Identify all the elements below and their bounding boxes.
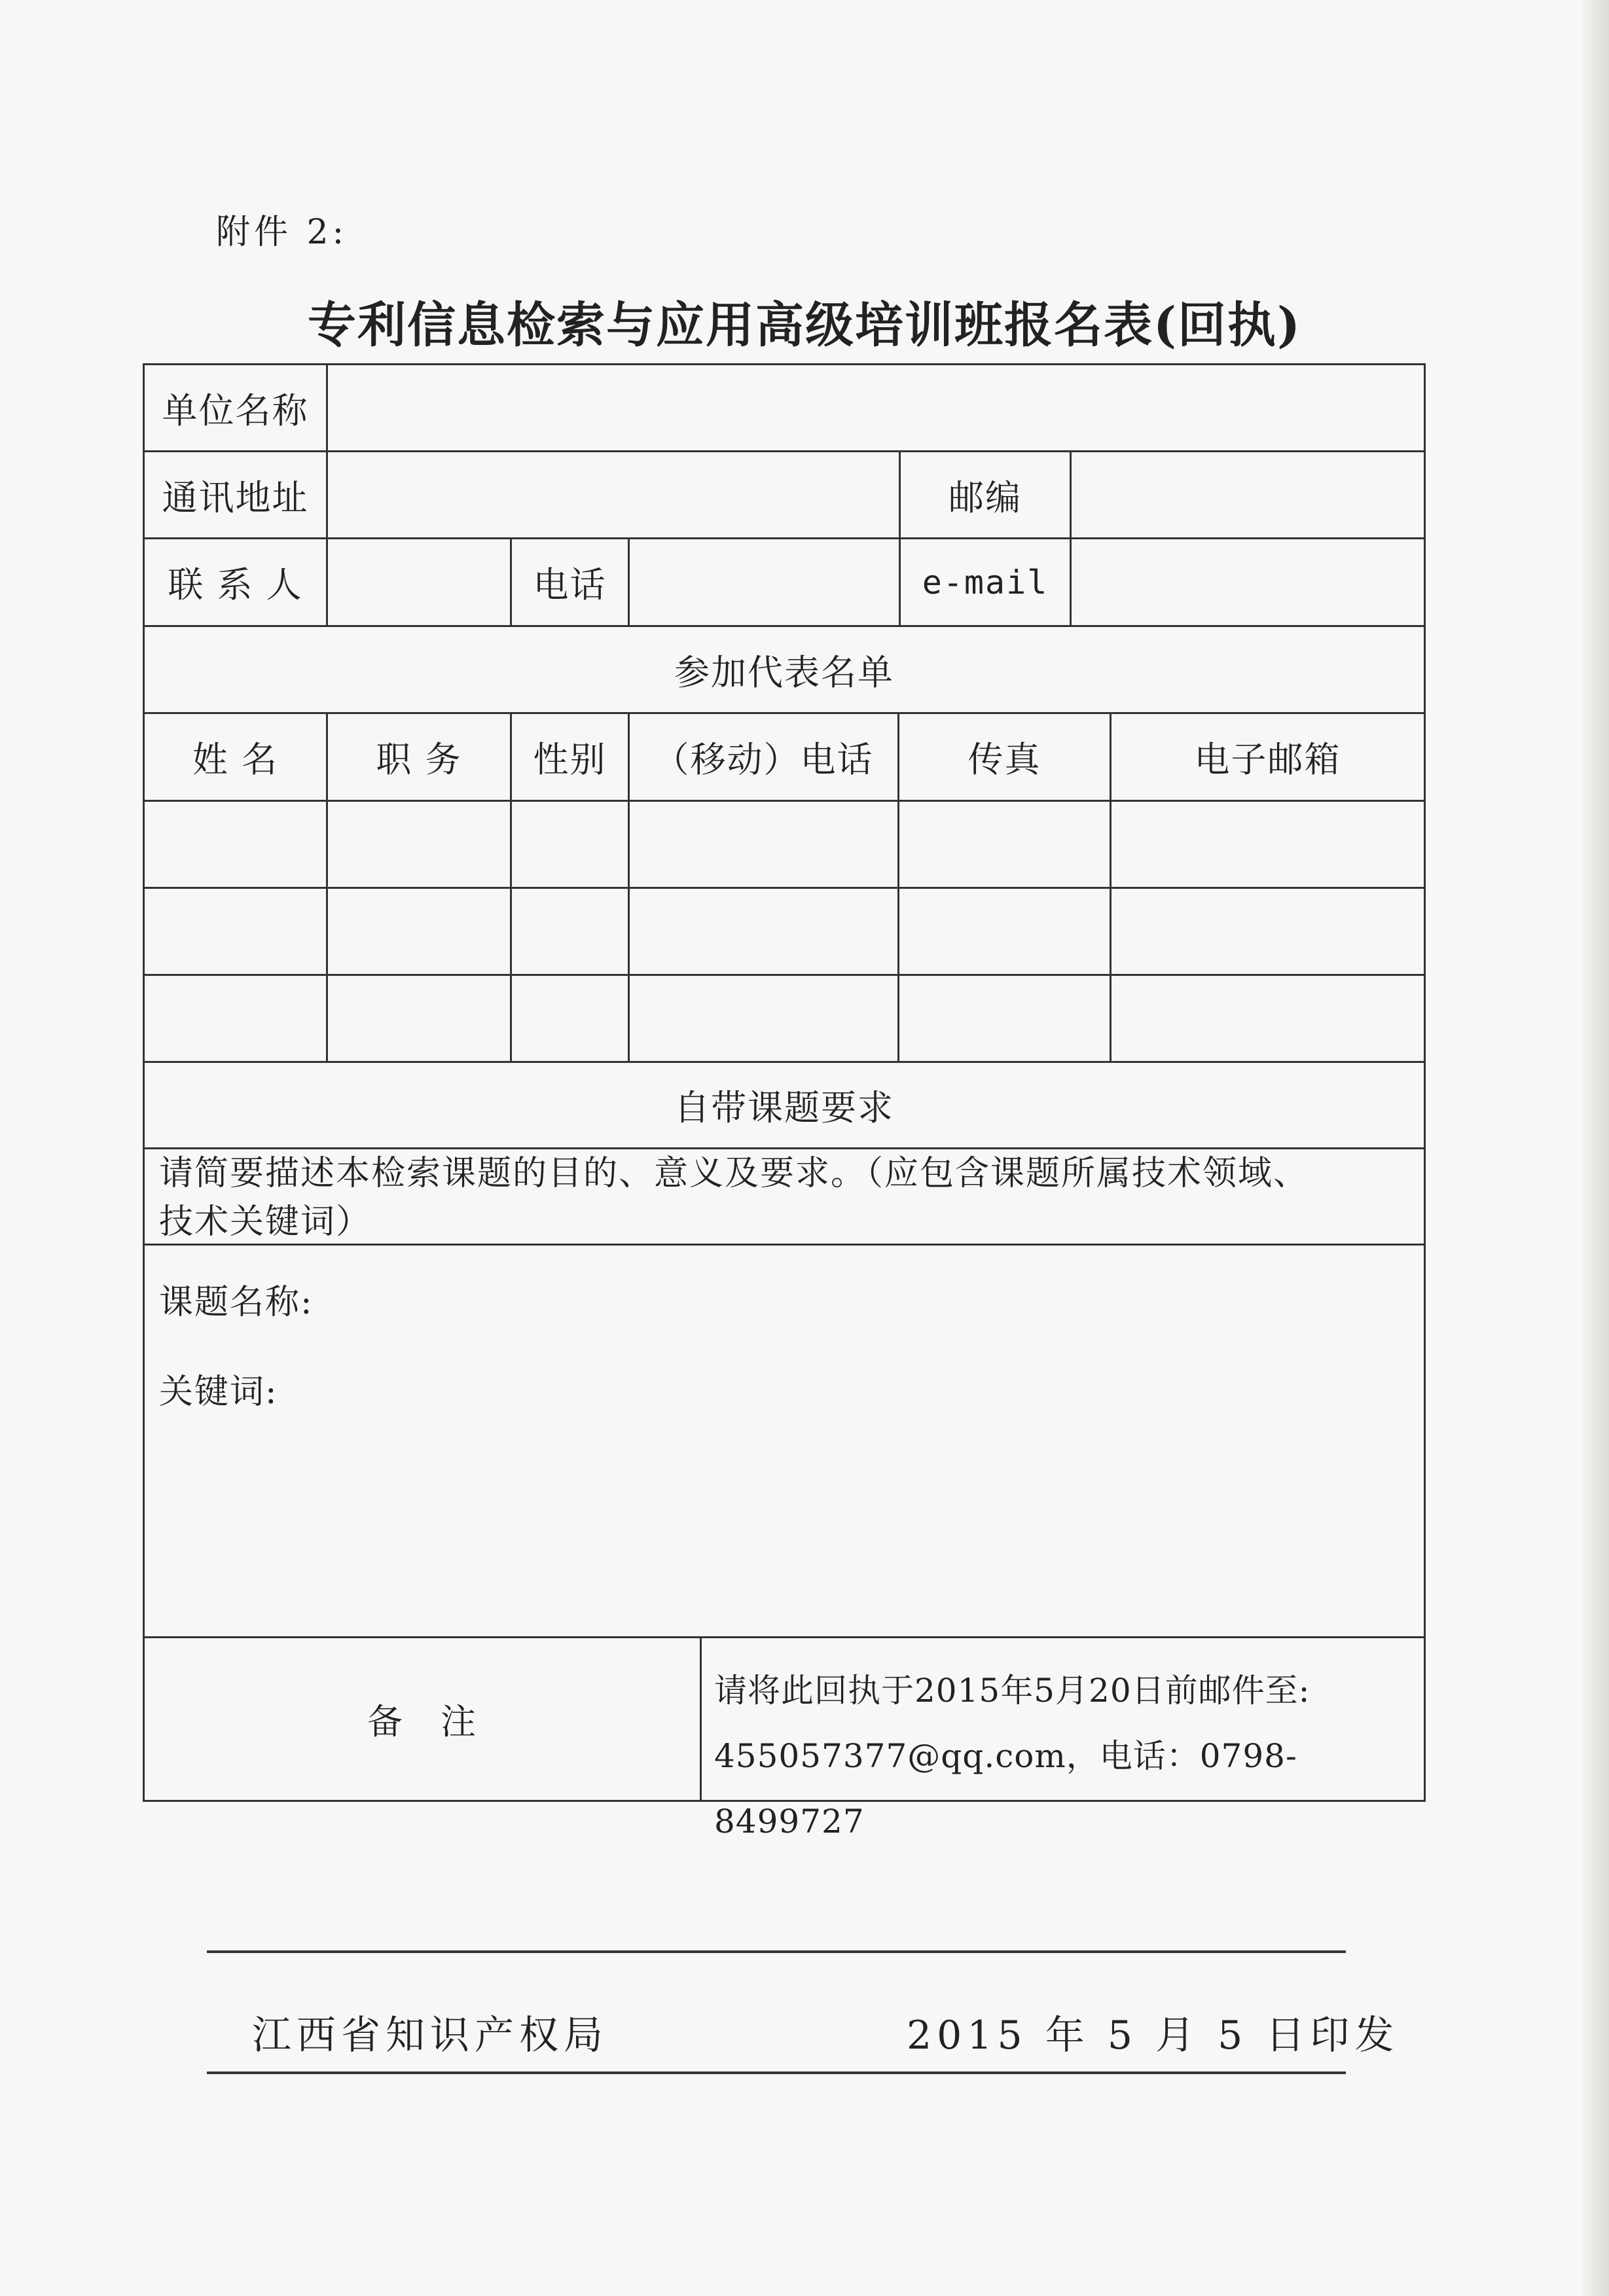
contact-label: 联 系 人 [168,564,303,605]
contact-field[interactable] [328,539,510,625]
col-title-header: 职 务 [376,739,462,780]
topic-name-label: 课题名称: [159,1283,314,1322]
keywords-label: 关键词: [159,1372,278,1412]
delegate-row[interactable] [145,976,1424,1061]
address-field[interactable] [328,452,899,537]
footer-issuer: 江西省知识产权局 [252,2013,608,2058]
topic-instruction [159,1149,1416,1246]
unit-name-field[interactable] [328,365,1424,450]
delegates-heading: 参加代表名单 [674,651,894,693]
phone-field[interactable] [630,539,899,625]
col-mobile-header: （移动）电话 [653,739,874,780]
remarks-text [714,1658,1424,1854]
page-title: 专利信息检索与应用高级培训班报名表(回执) [307,297,1302,353]
topic-heading: 自带课题要求 [674,1087,894,1128]
attachment-label: 附件 2: [216,213,348,252]
topic-instruction-line: 技术关键词） [159,1202,372,1242]
remarks-text-line: 455057377@qq.com，电话：0798-8499727 [714,1737,1297,1840]
postcode-field[interactable] [1072,452,1424,537]
footer-bottom-rule [207,2072,1346,2074]
col-fax-header: 传真 [967,739,1041,780]
col-email-header: 电子邮箱 [1194,739,1341,780]
address-label: 通讯地址 [162,476,309,518]
postcode-label: 邮编 [949,476,1022,518]
footer-top-rule [207,1950,1346,1953]
delegate-row[interactable] [145,889,1424,974]
col-gender-header: 性别 [533,739,607,780]
registration-form [143,363,1426,1840]
delegate-row[interactable] [145,802,1424,887]
phone-label: 电话 [533,564,607,605]
footer-date: 2015 年 5 月 5 日印发 [907,2013,1400,2058]
col-divider [700,1636,702,1800]
topic-input-area[interactable] [145,1246,1424,1636]
unit-name-label: 单位名称 [162,389,309,431]
email-field[interactable] [1072,539,1424,625]
remarks-text-line: 请将此回执于2015年5月20日前邮件至: [714,1672,1311,1710]
remarks-label: 备 注 [367,1701,477,1742]
col-name-header: 姓 名 [192,739,279,780]
email-label: e-mail [922,563,1049,601]
topic-instruction-line: 请简要描述本检索课题的目的、意义及要求。（应包含课题所属技术领域、 [159,1154,1309,1193]
